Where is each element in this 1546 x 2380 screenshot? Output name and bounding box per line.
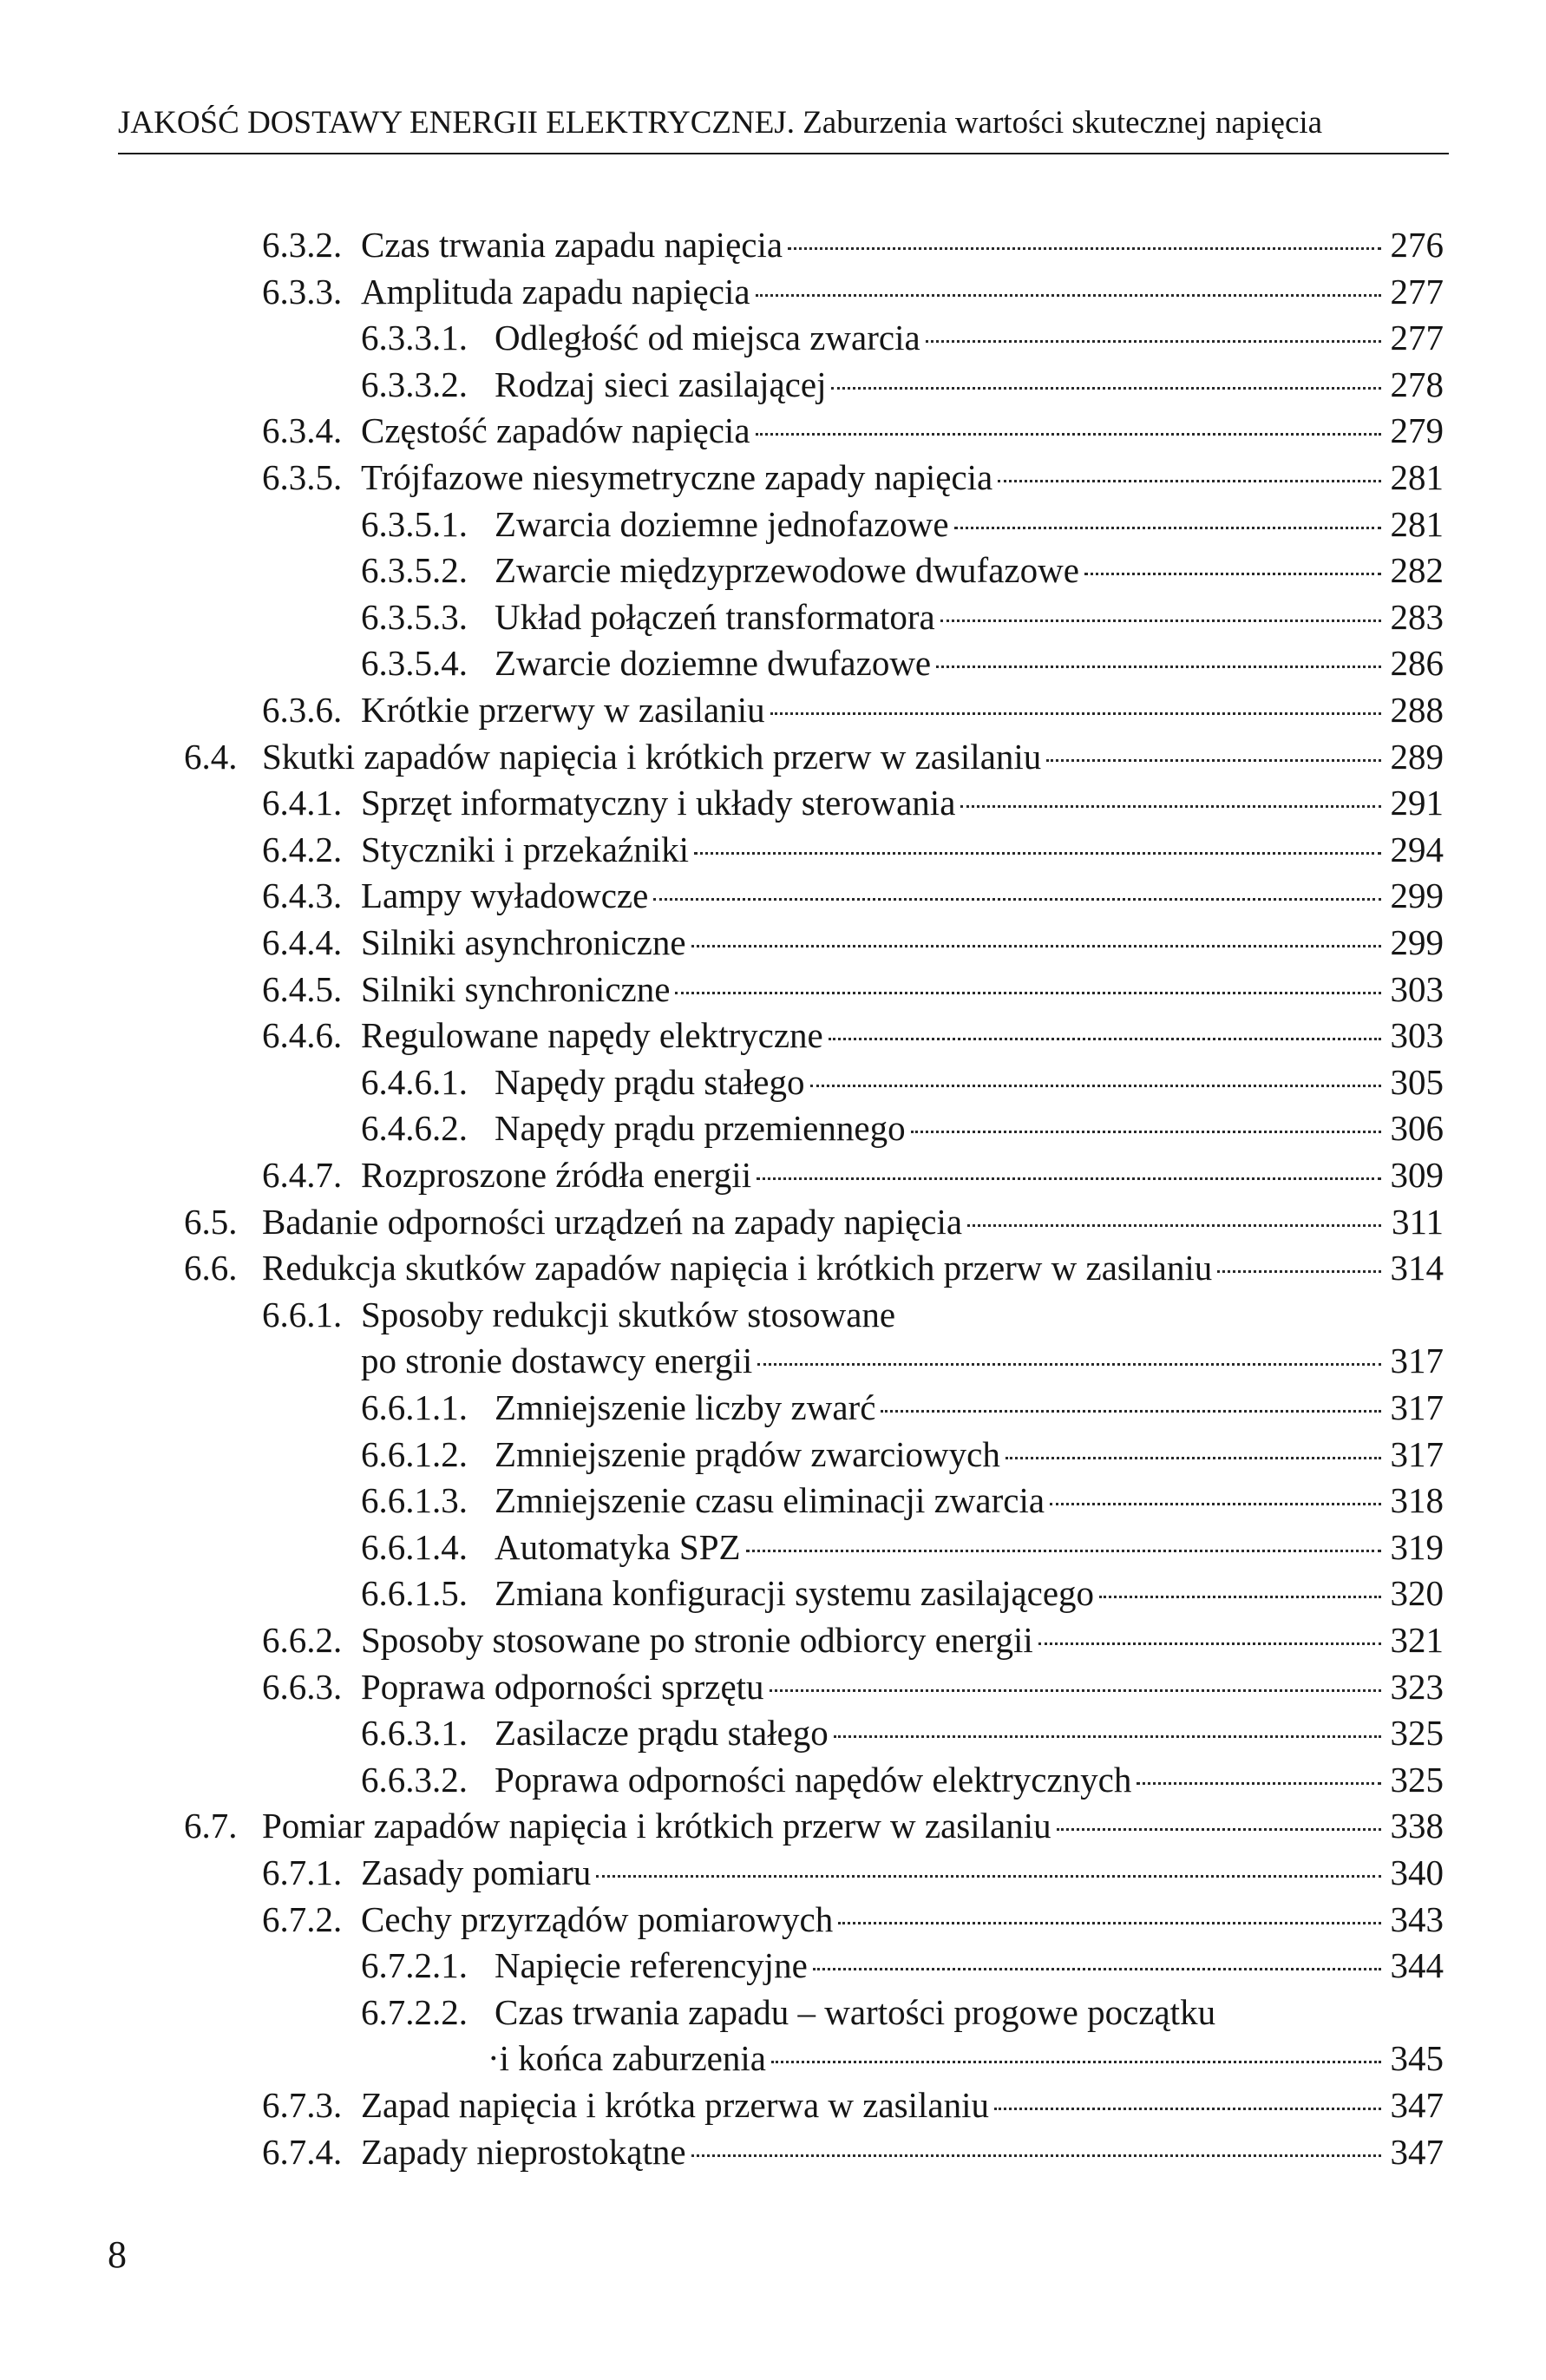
toc-entry-number: 6.6.1.4. [361,1526,468,1567]
toc-entry-number: 6.5. [184,1201,238,1242]
toc-dot-leader [596,1875,1381,1878]
toc-entry-number: 6.6.3. [262,1666,343,1707]
toc-dot-leader [1038,1642,1381,1645]
toc-entry-title: Zwarcie doziemne dwufazowe [495,643,932,684]
toc-entry-title: Poprawa odporności sprzętu [361,1666,764,1707]
toc-entry-page: 318 [1390,1480,1444,1521]
toc-entry [0,361,1546,408]
toc-entry-page: 289 [1390,736,1444,777]
toc-entry-number: 6.7.2.1. [361,1945,468,1986]
toc-dot-leader [1099,1596,1381,1598]
toc-entry-number: 6.6.1. [262,1294,343,1334]
toc-entry-number: 6.6.1.1. [361,1387,468,1427]
toc-entry-title: Sprzęt informatyczny i układy sterowania [361,783,956,823]
toc-entry-number: 6.6.1.2. [361,1433,468,1474]
toc-dot-leader [770,712,1381,715]
toc-entry-number: 6.7.2.2. [361,1991,468,2032]
toc-dot-leader [831,387,1381,390]
toc-entry-title: ·i końca zaburzenia [488,2038,766,2079]
toc-dot-leader [1006,1457,1381,1459]
toc-entry-page: 299 [1390,922,1444,962]
toc-dot-leader [1137,1782,1381,1785]
toc-entry-number: 6.4. [184,736,238,777]
running-head: JAKOŚĆ DOSTAWY ENERGII ELEKTRYCZNEJ. Zaburzenia wartości skutecznej napięcia [118,105,1323,141]
toc-entry-number: 6.4.3. [262,875,343,916]
toc-entry-number: 6.4.4. [262,922,343,962]
toc-entry-number: 6.3.3. [262,271,343,311]
toc-entry-page: 317 [1390,1387,1444,1427]
toc-dot-leader [756,433,1381,436]
toc-entry-title: Napędy prądu przemiennego [495,1108,906,1149]
toc-entry-title: Badanie odporności urządzeń na zapady napięcia [262,1201,963,1242]
toc-entry-number: 6.4.5. [262,968,343,1009]
toc-entry [0,1896,1546,1943]
toc-entry-title: Zwarcie międzyprzewodowe dwufazowe [495,550,1079,591]
toc-entry-page: 343 [1390,1898,1444,1939]
toc-entry-page: 311 [1392,1201,1444,1242]
toc-entry-title: Krótkie przerwy w zasilaniu [361,690,765,730]
toc-entry [0,1616,1546,1663]
toc-dot-leader [1084,573,1381,575]
toc-entry-page: 344 [1390,1945,1444,1986]
toc-entry-number: 6.7.1. [262,1852,343,1892]
toc-dot-leader [788,247,1381,250]
toc-dot-leader [1057,1828,1381,1831]
toc-entry-number: 6.7.4. [262,2131,343,2172]
toc-entry-page: 340 [1390,1852,1444,1892]
toc-entry [0,593,1546,640]
toc-entry [0,639,1546,686]
toc-entry-title: Redukcja skutków zapadów napięcia i krótkich przerw w zasilaniu [262,1248,1213,1288]
page-number: 8 [108,2233,127,2276]
toc-entry-title: Pomiar zapadów napięcia i krótkich przerw w zasilaniu [262,1806,1051,1846]
toc-entry-title: Rozproszone źródła energii [361,1155,752,1195]
toc-dot-leader [1046,759,1381,762]
toc-entry-page: 305 [1390,1061,1444,1102]
toc-entry-title: Zasady pomiaru [361,1852,592,1892]
toc-entry-number: 6.3.5.2. [361,550,468,591]
toc-entry-number: 6.3.5. [262,457,343,497]
toc-dot-leader [967,1224,1381,1227]
toc-entry [0,1524,1546,1570]
toc-entry-title: Zmniejszenie czasu eliminacji zwarcia [495,1480,1045,1521]
toc-entry [0,826,1546,873]
toc-entry-page: 314 [1390,1248,1444,1288]
toc-dot-leader [1050,1503,1381,1505]
toc-entry-number: 6.6. [184,1248,238,1288]
toc-entry-page: 338 [1390,1806,1444,1846]
toc-entry [0,454,1546,501]
toc-dot-leader [994,2108,1381,2110]
toc-dot-leader [691,2154,1381,2157]
toc-dot-leader [675,992,1381,994]
toc-entry-page: 299 [1390,875,1444,916]
toc-dot-leader [1217,1270,1381,1273]
toc-entry-title: Lampy wyładowcze [361,875,649,916]
toc-entry-page: 277 [1390,271,1444,311]
toc-entry [0,1802,1546,1849]
toc-entry [0,268,1546,315]
toc-entry [0,1291,1546,1338]
toc-entry [0,779,1546,826]
toc-entry-number: 6.3.5.3. [361,596,468,637]
toc-entry-page: 325 [1390,1713,1444,1754]
toc-entry [0,1849,1546,1896]
toc-entry-number: 6.6.3.1. [361,1713,468,1754]
toc-entry [0,1477,1546,1524]
toc-entry-title: Automatyka SPZ [495,1526,741,1567]
toc-dot-leader [653,898,1381,901]
toc-entry-page: 317 [1390,1433,1444,1474]
toc-entry-number: 6.3.3.2. [361,364,468,404]
toc-entry-number: 6.3.4. [262,410,343,451]
toc-entry [0,733,1546,780]
header-rule [118,153,1449,154]
toc-entry [0,1663,1546,1710]
toc-dot-leader [881,1410,1381,1413]
toc-dot-leader [926,340,1381,343]
toc-entry-page: 291 [1390,783,1444,823]
toc-entry-number: 6.7.2. [262,1898,343,1939]
toc-entry-title: Regulowane napędy elektryczne [361,1015,823,1056]
toc-entry-title: Zasilacze prądu stałego [495,1713,829,1754]
toc-entry [0,1059,1546,1105]
toc-entry-page: 323 [1390,1666,1444,1707]
toc-entry-number: 6.6.3.2. [361,1759,468,1800]
toc-entry-page: 279 [1390,410,1444,451]
toc-entry-title: Czas trwania zapadu – wartości progowe początku [495,1991,1216,2032]
toc-entry-page: 317 [1390,1341,1444,1381]
toc-entry [0,686,1546,733]
toc-entry [0,1570,1546,1616]
toc-dot-leader [834,1735,1381,1738]
toc-dot-leader [936,665,1381,668]
toc-entry-number: 6.6.1.3. [361,1480,468,1521]
toc-entry-page: 309 [1390,1155,1444,1195]
toc-entry [0,1431,1546,1478]
toc-entry [0,1709,1546,1756]
toc-entry-page: 319 [1390,1526,1444,1567]
toc-entry-page: 294 [1390,829,1444,869]
toc-entry-page: 345 [1390,2038,1444,2079]
toc-entry-number: 6.4.6.1. [361,1061,468,1102]
toc-entry-page: 321 [1390,1620,1444,1660]
toc-entry-title: Napięcie referencyjne [495,1945,808,1986]
toc-dot-leader [691,945,1381,947]
toc-entry-title: Zapad napięcia i krótka przerwa w zasilaniu [361,2085,989,2125]
toc-entry-title: Układ połączeń transformatora [495,596,935,637]
toc-entry-title: Skutki zapadów napięcia i krótkich przerw w zasilaniu [262,736,1042,777]
toc-dot-leader [960,805,1381,808]
toc-entry-page: 325 [1390,1759,1444,1800]
toc-entry-title: Cechy przyrządów pomiarowych [361,1898,834,1939]
toc-dot-leader [757,1177,1381,1180]
toc-entry-number: 6.7. [184,1806,238,1846]
toc-entry [0,2035,1546,2082]
toc-dot-leader [954,527,1381,529]
toc-entry-number: 6.4.6.2. [361,1108,468,1149]
toc-dot-leader [746,1550,1381,1552]
toc-entry [0,1756,1546,1803]
toc-dot-leader [771,2061,1381,2063]
toc-entry-title: Zwarcia doziemne jednofazowe [495,503,949,544]
toc-dot-leader [940,620,1381,622]
toc-entry-page: 347 [1390,2131,1444,2172]
toc-entry-page: 320 [1390,1573,1444,1614]
toc-entry-page: 277 [1390,318,1444,358]
toc-entry-title: po stronie dostawcy energii [361,1341,753,1381]
toc-entry-page: 306 [1390,1108,1444,1149]
toc-dot-leader [810,1085,1382,1087]
toc-entry [0,501,1546,547]
toc-entry [0,1942,1546,1989]
toc-dot-leader [998,480,1381,482]
toc-entry-number: 6.4.6. [262,1015,343,1056]
toc-dot-leader [813,1968,1381,1970]
toc-entry [0,966,1546,1013]
toc-entry-title: Czas trwania zapadu napięcia [361,225,783,265]
toc-entry-number: 6.4.7. [262,1155,343,1195]
toc-entry [0,919,1546,966]
toc-entry [0,1989,1546,2036]
toc-entry [0,1105,1546,1151]
toc-entry-page: 283 [1390,596,1444,637]
toc-entry-title: Silniki synchroniczne [361,968,671,1009]
toc-entry-number: 6.3.5.1. [361,503,468,544]
toc-entry-number: 6.4.1. [262,783,343,823]
toc-entry [0,1337,1546,1384]
toc-entry-page: 276 [1390,225,1444,265]
toc-entry-title: Silniki asynchroniczne [361,922,686,962]
toc-dot-leader [838,1922,1381,1924]
toc-entry-title: Poprawa odporności napędów elektrycznych [495,1759,1132,1800]
toc-entry-page: 303 [1390,968,1444,1009]
toc-entry [0,872,1546,919]
toc-entry [0,547,1546,593]
toc-entry-title: Zmniejszenie prądów zwarciowych [495,1433,1000,1474]
toc-entry-number: 6.3.5.4. [361,643,468,684]
toc-entry-title: Napędy prądu stałego [495,1061,805,1102]
toc-entry [0,407,1546,454]
toc-entry [0,2082,1546,2128]
toc-entry-page: 286 [1390,643,1444,684]
toc-entry-title: Trójfazowe niesymetryczne zapady napięcia [361,457,993,497]
toc-entry-title: Sposoby stosowane po stronie odbiorcy energii [361,1620,1033,1660]
toc-entry-page: 347 [1390,2085,1444,2125]
toc-entry-title: Sposoby redukcji skutków stosowane [361,1294,896,1334]
toc-entry [0,1012,1546,1059]
toc-entry-title: Zapady nieprostokątne [361,2131,686,2172]
toc-entry-page: 282 [1390,550,1444,591]
toc-entry-page: 278 [1390,364,1444,404]
toc-entry [0,1198,1546,1245]
toc-dot-leader [757,1363,1381,1366]
toc-entry-title: Zmiana konfiguracji systemu zasilającego [495,1573,1095,1614]
toc-entry-title: Amplituda zapadu napięcia [361,271,750,311]
toc-entry-number: 6.4.2. [262,829,343,869]
toc-dot-leader [756,294,1381,297]
toc-entry-page: 281 [1390,457,1444,497]
toc-entry-number: 6.3.2. [262,225,343,265]
toc-entry-title: Odległość od miejsca zwarcia [495,318,920,358]
toc-entry-page: 288 [1390,690,1444,730]
toc-entry [0,1151,1546,1198]
toc-entry-number: 6.6.1.5. [361,1573,468,1614]
toc-entry-number: 6.3.3.1. [361,318,468,358]
toc-entry-page: 303 [1390,1015,1444,1056]
toc-entry [0,314,1546,361]
toc-entry-title: Rodzaj sieci zasilającej [495,364,827,404]
toc-entry-number: 6.3.6. [262,690,343,730]
toc-entry [0,1384,1546,1431]
toc-entry-number: 6.7.3. [262,2085,343,2125]
toc-entry-page: 281 [1390,503,1444,544]
toc-dot-leader [770,1689,1381,1692]
toc-dot-leader [694,852,1381,855]
toc-entry-number: 6.6.2. [262,1620,343,1660]
toc-entry [0,1244,1546,1291]
toc-entry [0,221,1546,268]
toc-dot-leader [911,1131,1381,1133]
toc-dot-leader [829,1038,1381,1040]
toc-entry-title: Częstość zapadów napięcia [361,410,750,451]
toc-entry [0,2128,1546,2175]
toc-entry-title: Zmniejszenie liczby zwarć [495,1387,876,1427]
toc-entry-title: Styczniki i przekaźniki [361,829,689,869]
